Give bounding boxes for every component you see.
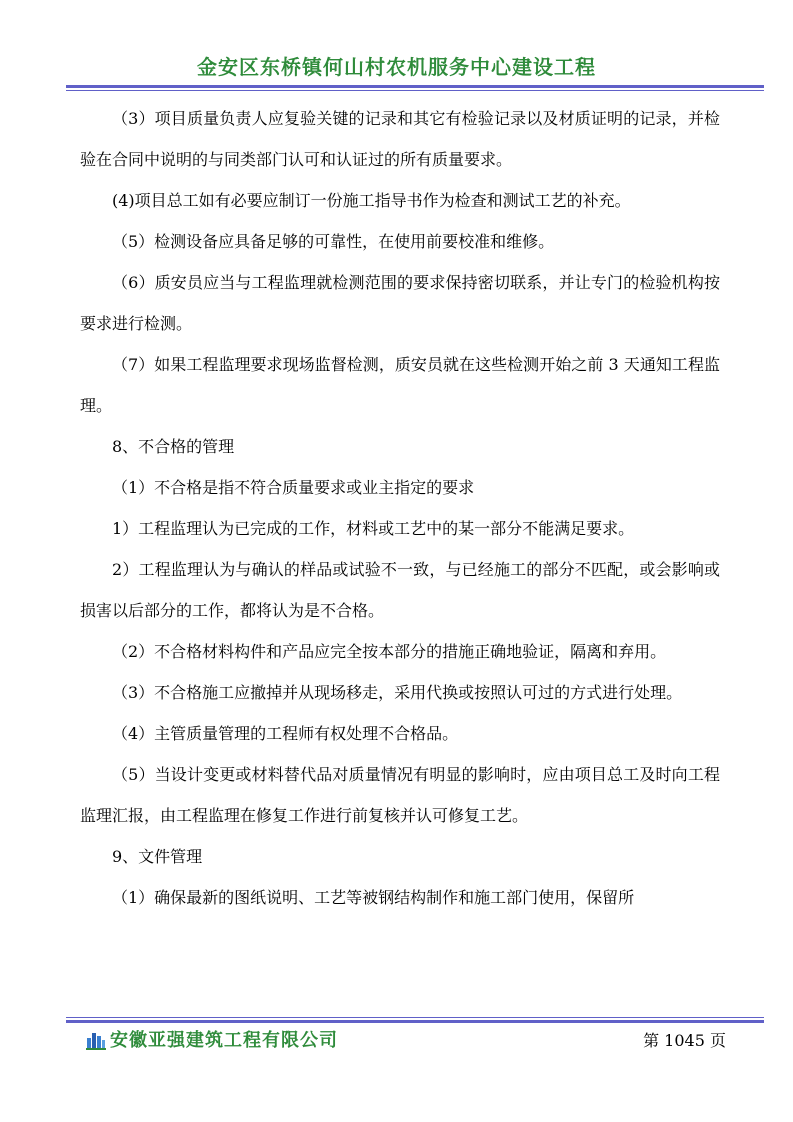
document-footer (86, 1028, 726, 1054)
footer-divider (66, 1017, 764, 1023)
section-heading: 9、文件管理 (112, 847, 203, 866)
body-paragraph: （6）质安员应当与工程监理就检测范围的要求保持密切联系，并让专门的检验机构按要求进行检测。 (80, 273, 720, 333)
body-paragraph: 2）工程监理认为与确认的样品或试验不一致，与已经施工的部分不匹配，或会影响或损害以后部分的工作，都将认为是不合格。 (80, 560, 720, 620)
body-paragraph: （2）不合格材料构件和产品应完全按本部分的措施正确地验证，隔离和弃用。 (112, 642, 667, 661)
body-paragraph: 1）工程监理认为已完成的工作，材料或工艺中的某一部分不能满足要求。 (112, 519, 635, 538)
footer-divider-thick (66, 1020, 764, 1023)
footer-divider-thin (66, 1017, 764, 1018)
body-paragraph: (4)项目总工如有必要应制订一份施工指导书作为检查和测试工艺的补充。 (112, 191, 631, 210)
section-heading: 8、不合格的管理 (112, 437, 235, 456)
document-body (80, 98, 720, 918)
body-paragraph: （4）主管质量管理的工程师有权处理不合格品。 (112, 724, 459, 743)
document-header-title: 金安区东桥镇何山村农机服务中心建设工程 (197, 55, 596, 79)
building-logo-icon (86, 1030, 106, 1050)
body-paragraph: （3）项目质量负责人应复验关键的记录和其它有检验记录以及材质证明的记录，并检验在合同中说明的与同类部门认可和认证过的所有质量要求。 (80, 109, 720, 169)
body-paragraph: （3）不合格施工应撤掉并从现场移走，采用代换或按照认可过的方式进行处理。 (112, 683, 683, 702)
body-paragraph: （1）不合格是指不符合质量要求或业主指定的要求 (112, 478, 475, 497)
body-paragraph: （5）检测设备应具备足够的可靠性，在使用前要校准和维修。 (112, 232, 555, 251)
header-divider-thick (66, 85, 764, 88)
body-paragraph: （1）确保最新的图纸说明、工艺等被钢结构制作和施工部门使用，保留所 (112, 888, 635, 907)
header-divider-thin (66, 90, 764, 91)
company-name: 安徽亚强建筑工程有限公司 (110, 1030, 338, 1051)
header-divider (66, 85, 764, 91)
body-paragraph: （7）如果工程监理要求现场监督检测，质安员就在这些检测开始之前 3 天通知工程监理。 (80, 355, 720, 415)
page-number: 第 1045 页 (643, 1031, 726, 1050)
body-paragraph: （5）当设计变更或材料替代品对质量情况有明显的影响时，应由项目总工及时向工程监理汇报，由工程监理在修复工作进行前复核并认可修复工艺。 (80, 765, 720, 825)
